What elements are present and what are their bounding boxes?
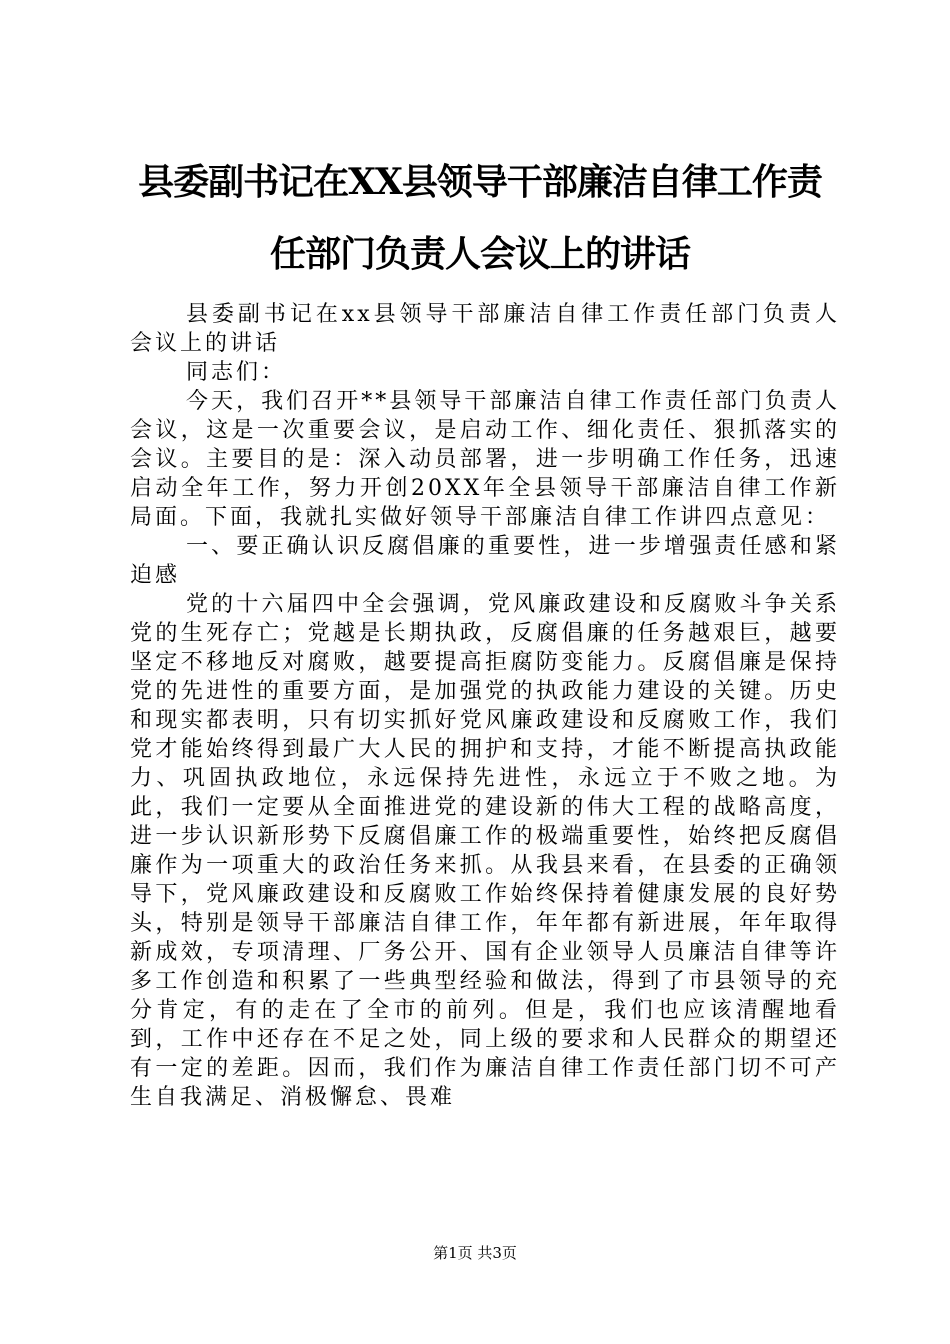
body-paragraph-subtitle: 县委副书记在xx县领导干部廉洁自律工作责任部门负责人会议上的讲话: [130, 302, 840, 356]
body-paragraph-section-1: 党的十六届四中全会强调，党风廉政建设和反腐败斗争关系党的生死存亡；党越是长期执政，反腐倡廉的任务越艰巨，越要坚定不移地反对腐败，越要提高拒腐防变能力。反腐倡廉是保持党的先进性的重要方面，是加强党的执政能力建设的关键。历史和现实都表明，只有切实抓好党风廉政建设和反腐败工作，我们党才能始终得到最广大人民的拥护和支持，才能不断提高执政能力、巩固执政地位，永远保持先进性，永远立于不败之地。为此，我们一定要从全面推进党的建设新的伟大工程的战略高度，进一步认识新形势下反腐倡廉工作的极端重要性，始终把反腐倡廉作为一项重大的政治任务来抓。从我县来看，在县委的正确领导下，党风廉政建设和反腐败工作始终保持着健康发展的良好势头，特别是领导干部廉洁自律工作，年年都有新进展，年年取得新成效，专项清理、厂务公开、国有企业领导人员廉洁自律等许多工作创造和积累了一些典型经验和做法，得到了市县领导的充分肯定，有的走在了全市的前列。但是，我们也应该清醒地看到，工作中还存在不足之处，同上级的要求和人民群众的期望还有一定的差距。因而，我们作为廉洁自律工作责任部门切不可产生自我满足、消极懈怠、畏难: [130, 592, 840, 1110]
body-paragraph-salutation: 同志们：: [186, 360, 287, 385]
body-section-heading-1: 一、要正确认识反腐倡廉的重要性，进一步增强责任感和紧迫感: [130, 534, 840, 588]
document-title-line-2: 任部门负责人会议上的讲话: [269, 233, 690, 275]
page-footer: 第1页 共3页: [433, 1244, 517, 1262]
body-paragraph-intro: 今天，我们召开**县领导干部廉洁自律工作责任部门负责人会议，这是一次重要会议，是启动工作、细化责任、狠抓落实的会议。主要目的是：深入动员部署，进一步明确工作任务，迅速启动全年工作，努力开创20XX年全县领导干部廉洁自律工作新局面。下面，我就扎实做好领导干部廉洁自律工作讲四点意见：: [130, 389, 840, 530]
document-title-line-1: 县委副书记在XX县领导干部廉洁自律工作责: [138, 161, 822, 203]
document-body: [130, 300, 840, 1112]
